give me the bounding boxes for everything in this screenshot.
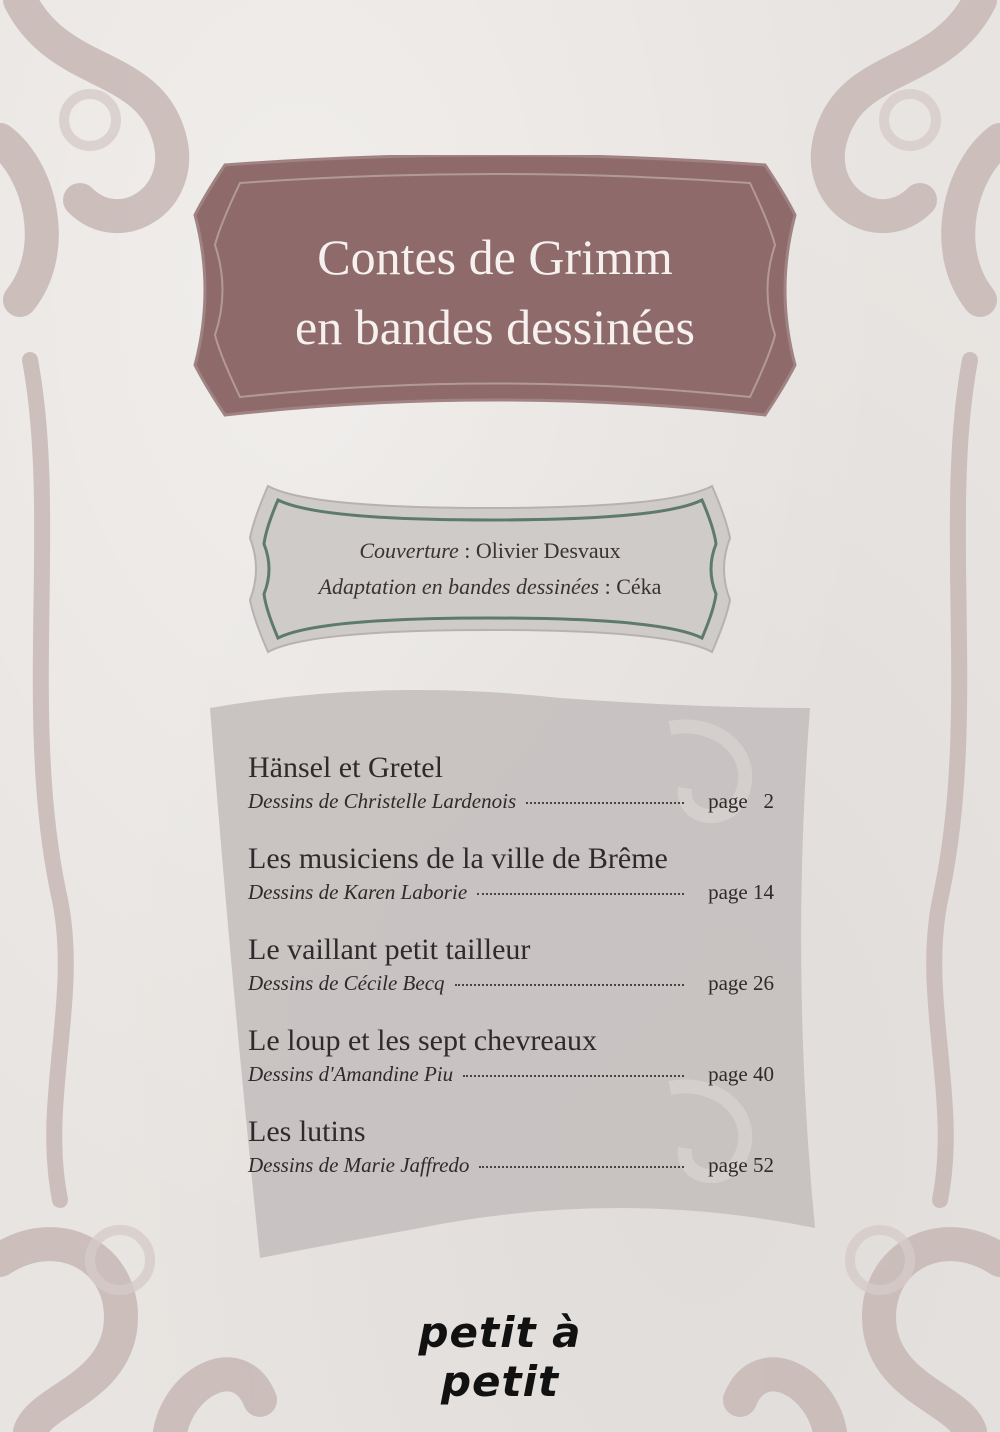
toc-leader-dots xyxy=(526,801,684,804)
toc-entry-page: page 26 xyxy=(708,971,774,995)
adaptation-credit-label: Adaptation en bandes dessinées xyxy=(318,574,600,599)
toc-entry-title: Le vaillant petit tailleur xyxy=(248,933,531,966)
adaptation-credit-name: Céka xyxy=(616,574,662,599)
toc-leader-dots xyxy=(479,1165,684,1168)
toc-entry-page: page 2 xyxy=(708,789,774,813)
book-title-line-2: en bandes dessinées xyxy=(295,299,695,355)
toc-entry xyxy=(248,1021,774,1112)
toc-entry xyxy=(248,839,774,930)
toc-entry-title: Hänsel et Gretel xyxy=(248,751,443,784)
cover-credit: Couverture : Olivier Desvaux xyxy=(359,538,621,563)
toc-entry-title: Les musiciens de la ville de Brême xyxy=(248,842,668,875)
toc-entry-artist: Dessins de Marie Jaffredo xyxy=(248,1153,470,1177)
toc-entry xyxy=(248,748,774,839)
book-title-line-1: Contes de Grimm xyxy=(317,229,673,285)
toc-entry xyxy=(248,930,774,1021)
toc-entry xyxy=(248,1112,774,1203)
title-plaque xyxy=(185,155,805,425)
toc-leader-dots xyxy=(477,892,684,895)
adaptation-credit: Adaptation en bandes dessinées : Céka xyxy=(318,574,662,599)
toc-entry-artist: Dessins de Karen Laborie xyxy=(248,880,468,904)
table-of-contents xyxy=(248,748,774,1203)
toc-entry-artist: Dessins d'Amandine Piu xyxy=(248,1062,454,1086)
toc-leader-dots xyxy=(455,983,684,986)
toc-entry-page: page 14 xyxy=(708,880,774,904)
toc-entry-artist: Dessins de Cécile Becq xyxy=(248,971,445,995)
toc-entry-page: page 52 xyxy=(708,1153,774,1177)
cover-credit-label: Couverture xyxy=(359,538,459,563)
toc-entry-title: Le loup et les sept chevreaux xyxy=(248,1024,598,1057)
publisher-logo: petit à petit xyxy=(418,1308,582,1406)
toc-entry-artist: Dessins de Christelle Lardenois xyxy=(248,789,517,813)
cover-credit-name: Olivier Desvaux xyxy=(475,538,621,563)
toc-entry-page: page 40 xyxy=(708,1062,774,1086)
credits-plaque xyxy=(248,478,732,660)
toc-leader-dots xyxy=(463,1074,684,1077)
toc-entry-title: Les lutins xyxy=(248,1115,366,1148)
